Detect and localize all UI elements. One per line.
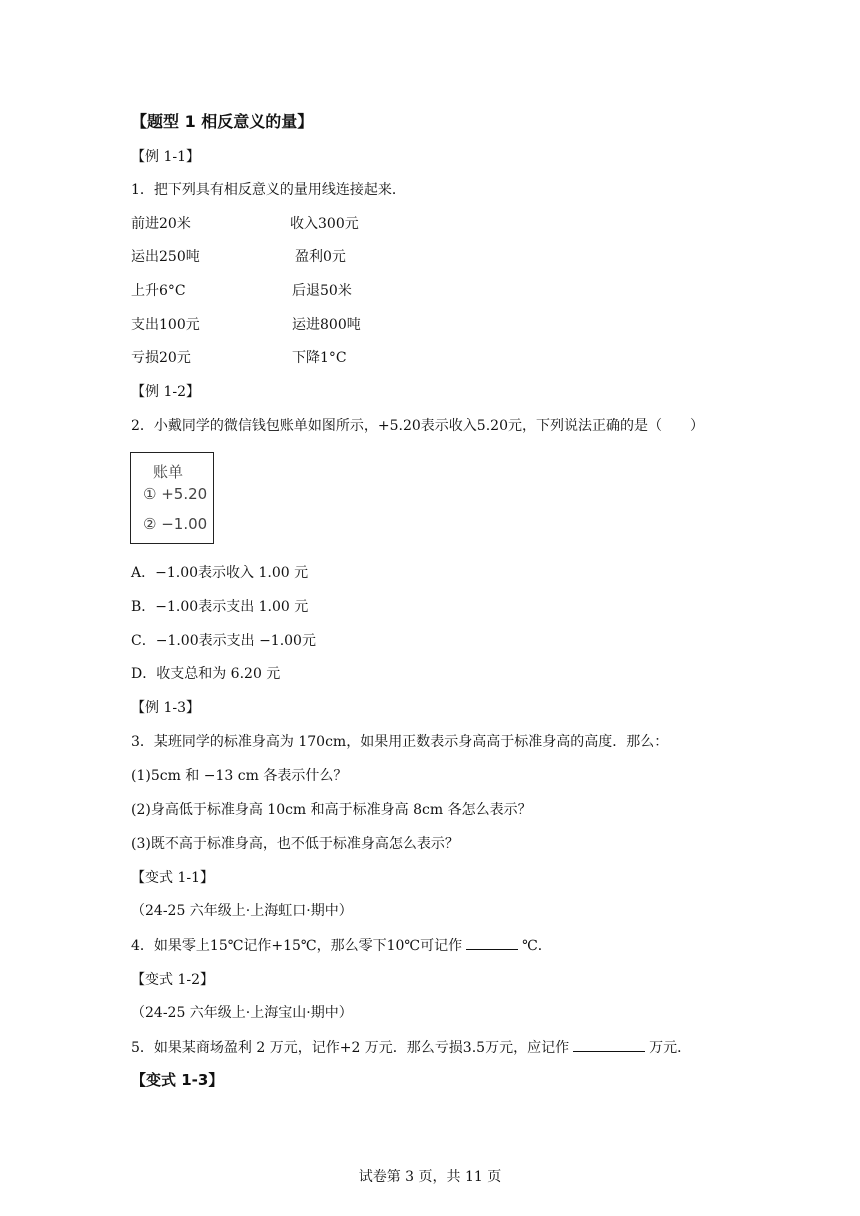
question-5-text: 5．如果某商场盈利 2 万元，记作+2 万元．那么亏损3.5万元，应记作 (131, 1040, 570, 1056)
question-3: 3．某班同学的标准身高为 170cm，如果用正数表示身高高于标准身高的高度．那么： (131, 734, 669, 750)
bill-row-1: ① +5.20 (143, 485, 208, 503)
match-left-4: 支出100元 (131, 317, 200, 333)
page-footer: 试卷第 3 页，共 11 页 (358, 1169, 502, 1185)
question-4-text: 4．如果零上15℃记作+15℃，那么零下10℃可记作 (131, 938, 463, 954)
question-3-part-2: (2)身高低于标准身高 10cm 和高于标准身高 8cm 各怎么表示？ (131, 802, 532, 818)
answer-blank-5[interactable] (573, 1037, 645, 1052)
bill-row-2: ② −1.00 (143, 515, 208, 533)
option-d: D．收支总和为 6.20 元 (131, 666, 281, 682)
match-right-3: 后退50米 (292, 283, 352, 299)
match-right-4: 运进800吨 (292, 317, 361, 333)
question-5 (131, 1037, 691, 1058)
bill-figure (130, 452, 214, 544)
question-4-unit: ℃． (522, 938, 552, 954)
match-left-1: 前进20米 (131, 216, 191, 232)
match-right-5: 下降1°C (292, 350, 347, 366)
match-left-5: 亏损20元 (131, 350, 191, 366)
question-4 (131, 935, 552, 956)
section-title: 【题型 1 相反意义的量】 (131, 112, 314, 131)
variant-1-1-source: （24-25 六年级上·上海虹口·期中） (131, 903, 353, 919)
match-left-2: 运出250吨 (131, 249, 200, 265)
question-3-part-3: (3)既不高于标准身高，也不低于标准身高怎么表示？ (131, 836, 459, 852)
option-a: A．−1.00表示收入 1.00 元 (131, 565, 309, 581)
example-1-3-label: 【例 1-3】 (131, 700, 200, 716)
option-c: C．−1.00表示支出 −1.00元 (131, 633, 316, 649)
question-3-part-1: (1)5cm 和 −13 cm 各表示什么？ (131, 768, 348, 784)
variant-1-2-label: 【变式 1-2】 (131, 972, 214, 988)
example-1-2-label: 【例 1-2】 (131, 384, 200, 400)
variant-1-1-label: 【变式 1-1】 (131, 870, 214, 886)
variant-1-2-source: （24-25 六年级上·上海宝山·期中） (131, 1005, 353, 1021)
match-right-2: 盈利0元 (295, 249, 346, 265)
question-1: 1．把下列具有相反意义的量用线连接起来． (131, 182, 406, 198)
answer-blank-4[interactable] (466, 935, 518, 950)
example-1-1-label: 【例 1-1】 (131, 149, 200, 165)
match-right-1: 收入300元 (290, 216, 359, 232)
option-b: B．−1.00表示支出 1.00 元 (131, 599, 309, 615)
variant-1-3-label: 【变式 1-3】 (131, 1071, 224, 1089)
question-2: 2．小戴同学的微信钱包账单如图所示，+5.20表示收入5.20元，下列说法正确的是（ ） (131, 418, 704, 434)
bill-title: 账单 (153, 463, 184, 481)
question-5-unit: 万元． (649, 1040, 692, 1056)
match-left-3: 上升6°C (131, 283, 186, 299)
